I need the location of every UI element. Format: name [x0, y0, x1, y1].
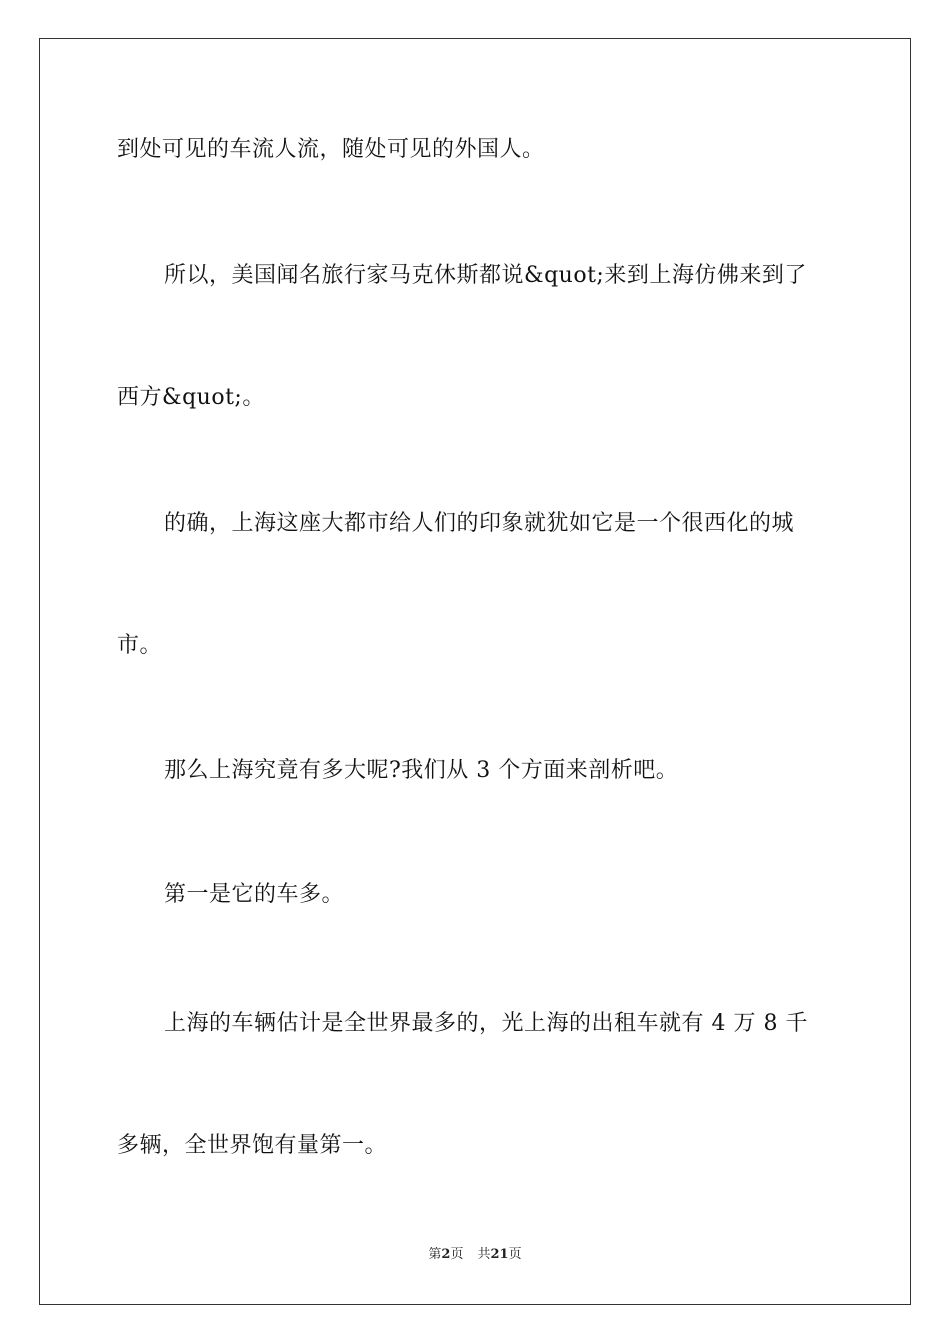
paragraph-line-8: 上海的车辆估计是全世界最多的，光上海的出租车就有 4 万 8 千 — [164, 1011, 808, 1036]
page-border — [39, 38, 911, 1305]
footer-total-prefix: 共 — [477, 1247, 491, 1262]
text-line-5: 市。 — [117, 633, 163, 658]
text-line-3: 西方&quot;。 — [117, 385, 265, 410]
paragraph-line-7: 第一是它的车多。 — [164, 882, 345, 907]
text-line-1: 到处可见的车流人流，随处可见的外国人。 — [117, 137, 545, 162]
footer-total-number: 21 — [490, 1247, 509, 1262]
footer-page-prefix: 第 — [428, 1247, 442, 1262]
footer-page-number: 2 — [441, 1247, 451, 1262]
text-line-9: 多辆，全世界饱有量第一。 — [117, 1133, 388, 1158]
footer-total-suffix: 页 — [508, 1247, 522, 1262]
paragraph-line-4: 的确，上海这座大都市给人们的印象就犹如它是一个很西化的城 — [164, 511, 795, 536]
footer-page-suffix: 页 — [450, 1247, 464, 1262]
page-footer — [0, 1246, 950, 1264]
paragraph-line-2: 所以，美国闻名旅行家马克休斯都说&quot;来到上海仿佛来到了 — [164, 263, 807, 288]
paragraph-line-6: 那么上海究竟有多大呢?我们从 3 个方面来剖析吧。 — [164, 758, 679, 783]
